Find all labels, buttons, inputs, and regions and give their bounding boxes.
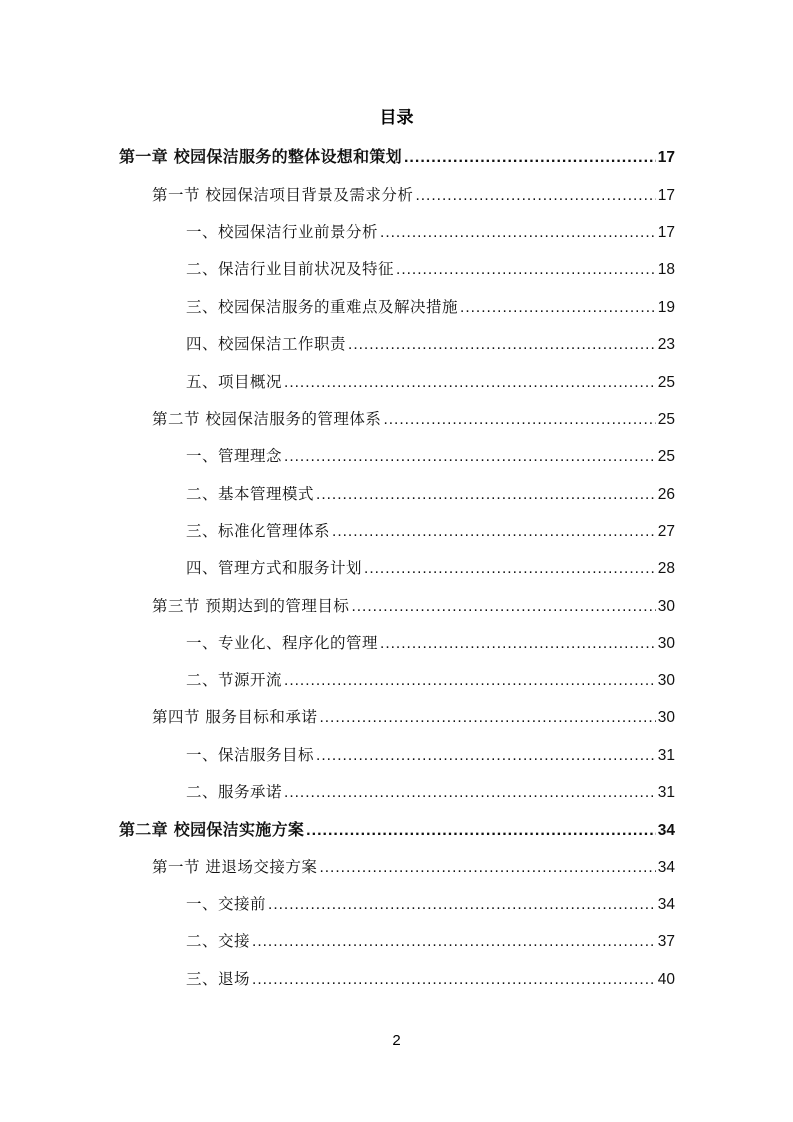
toc-subsection-entry[interactable] <box>186 553 675 583</box>
toc-dot-leader <box>460 293 656 323</box>
toc-entry-label: 三、校园保洁服务的重难点及解决措施 <box>186 298 459 316</box>
toc-entry-page: 34 <box>657 822 675 839</box>
toc-entry-label: 三、标准化管理体系 <box>186 522 331 540</box>
toc-entry-label: 第一章 校园保洁服务的整体设想和策划 <box>119 147 402 166</box>
toc-entry-page: 30 <box>657 598 675 615</box>
toc-entry-page: 25 <box>657 374 675 391</box>
toc-section-entry[interactable] <box>152 702 675 732</box>
toc-entry-page: 23 <box>657 336 675 353</box>
toc-title: 目录 <box>379 108 414 128</box>
toc-entry-page: 19 <box>657 299 675 316</box>
toc-entry-page: 28 <box>657 560 675 577</box>
toc-dot-leader <box>319 853 655 883</box>
toc-entry-page: 37 <box>657 933 675 950</box>
toc-subsection-entry[interactable] <box>186 516 675 546</box>
toc-entry-page: 31 <box>657 747 675 764</box>
toc-dot-leader <box>316 480 656 510</box>
toc-entry-label: 四、管理方式和服务计划 <box>186 559 363 577</box>
toc-entry-label: 一、校园保洁行业前景分析 <box>186 223 379 241</box>
toc-entry-page: 25 <box>657 448 675 465</box>
toc-entry-label: 第二章 校园保洁实施方案 <box>119 820 305 839</box>
toc-subsection-entry[interactable] <box>186 441 675 471</box>
toc-subsection-entry[interactable] <box>186 777 675 807</box>
toc-entry-label: 第一节 校园保洁项目背景及需求分析 <box>152 186 414 204</box>
toc-entry-label: 第一节 进退场交接方案 <box>152 858 318 876</box>
toc-subsection-entry[interactable] <box>186 254 675 284</box>
toc-section-entry[interactable] <box>152 180 675 210</box>
toc-entry-page: 30 <box>657 635 675 652</box>
toc-entry-page: 30 <box>657 672 675 689</box>
toc-subsection-entry[interactable] <box>186 964 675 994</box>
toc-dot-leader <box>415 181 655 211</box>
toc-entry-label: 三、退场 <box>186 970 251 988</box>
toc-dot-leader <box>252 965 656 995</box>
toc-entry-label: 五、项目概况 <box>186 373 283 391</box>
toc-entry-page: 17 <box>657 187 675 204</box>
toc-entry-page: 34 <box>657 896 675 913</box>
toc-entry-label: 二、服务承诺 <box>186 783 283 801</box>
toc-entry-label: 第二节 校园保洁服务的管理体系 <box>152 410 382 428</box>
toc-dot-leader <box>316 741 656 771</box>
toc-dot-leader <box>284 442 656 472</box>
toc-entry-page: 31 <box>657 784 675 801</box>
toc-entry-page: 30 <box>657 709 675 726</box>
toc-entry-label: 二、节源开流 <box>186 671 283 689</box>
page-number: 2 <box>392 1032 401 1049</box>
toc-subsection-entry[interactable] <box>186 367 675 397</box>
toc-entry-label: 一、管理理念 <box>186 447 283 465</box>
toc-entry-label: 第三节 预期达到的管理目标 <box>152 597 350 615</box>
toc-entry-label: 二、保洁行业目前状况及特征 <box>186 260 395 278</box>
toc-dot-leader <box>284 368 656 398</box>
toc-subsection-entry[interactable] <box>186 665 675 695</box>
toc-dot-leader <box>306 816 656 846</box>
toc-dot-leader <box>380 629 656 659</box>
toc-dot-leader <box>380 218 656 248</box>
toc-dot-leader <box>284 666 656 696</box>
toc-entry-page: 17 <box>657 224 675 241</box>
toc-subsection-entry[interactable] <box>186 217 675 247</box>
toc-section-entry[interactable] <box>152 404 675 434</box>
toc-dot-leader <box>348 330 656 360</box>
toc-dot-leader <box>404 143 656 173</box>
toc-entry-page: 26 <box>657 486 675 503</box>
toc-dot-leader <box>351 592 655 622</box>
toc-dot-leader <box>319 703 655 733</box>
toc-entry-label: 二、交接 <box>186 932 251 950</box>
toc-dot-leader <box>252 927 656 957</box>
toc-entry-label: 一、交接前 <box>186 895 267 913</box>
toc-subsection-entry[interactable] <box>186 926 675 956</box>
toc-entry-label: 四、校园保洁工作职责 <box>186 335 347 353</box>
toc-entry-page: 18 <box>657 261 675 278</box>
toc-subsection-entry[interactable] <box>186 740 675 770</box>
toc-dot-leader <box>332 517 656 547</box>
toc-chapter-entry[interactable] <box>119 142 675 172</box>
toc-entry-label: 一、专业化、程序化的管理 <box>186 634 379 652</box>
toc-entry-label: 二、基本管理模式 <box>186 485 315 503</box>
toc-entry-page: 27 <box>657 523 675 540</box>
toc-entry-page: 17 <box>657 149 675 166</box>
toc-section-entry[interactable] <box>152 591 675 621</box>
toc-dot-leader <box>364 554 656 584</box>
toc-subsection-entry[interactable] <box>186 292 675 322</box>
toc-dot-leader <box>284 778 656 808</box>
toc-dot-leader <box>396 255 656 285</box>
toc-subsection-entry[interactable] <box>186 628 675 658</box>
toc-subsection-entry[interactable] <box>186 479 675 509</box>
toc-entry-label: 第四节 服务目标和承诺 <box>152 708 318 726</box>
toc-subsection-entry[interactable] <box>186 889 675 919</box>
toc-entry-page: 40 <box>657 971 675 988</box>
toc-entry-page: 34 <box>657 859 675 876</box>
toc-entry-label: 一、保洁服务目标 <box>186 746 315 764</box>
toc-entry-page: 25 <box>657 411 675 428</box>
toc-subsection-entry[interactable] <box>186 329 675 359</box>
toc-chapter-entry[interactable] <box>119 815 675 845</box>
toc-section-entry[interactable] <box>152 852 675 882</box>
toc-dot-leader <box>383 405 655 435</box>
toc-dot-leader <box>268 890 656 920</box>
